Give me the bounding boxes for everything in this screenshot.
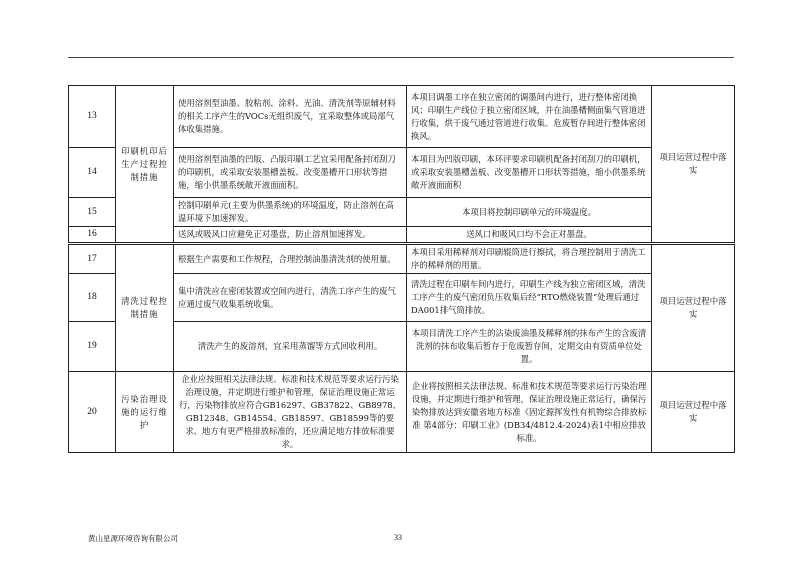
measure-cell: 集中清洗应在密闭装置或空间内进行，清洗工序产生的废气应通过废气收集系统收集。 xyxy=(174,274,407,322)
table-row xyxy=(69,86,735,148)
measure-cell: 使用溶剂型油墨的凹版、凸版印刷工艺宜采用配备封闭刮刀的印刷机，或采取安装墨槽盖板、改变墨槽开口形状等措施，缩小供墨系统敞开液面面积。 xyxy=(174,148,407,198)
measure-cell: 控制印刷单元(主要为供墨系统)的环境温度，防止溶剂在高温环境下加速挥发。 xyxy=(174,198,407,227)
category-cell: 清洗过程控制措施 xyxy=(116,244,174,372)
category-cell: 污染治理设施的运行维护 xyxy=(116,372,174,453)
implementation-cell: 项目运营过程中落实 xyxy=(652,86,735,244)
row-number: 19 xyxy=(69,322,116,372)
row-number: 17 xyxy=(69,244,116,274)
measure-cell: 清洗产生的废溶剂，宜采用蒸馏等方式回收利用。 xyxy=(174,322,407,372)
category-cell: 印刷机印后生产过程控制措施 xyxy=(116,86,174,244)
page-number: 33 xyxy=(394,533,402,542)
project-cell: 企业将按照相关法律法规、标准和技术规范等要求运行污染治理设施，并定期进行维护和管理，保证治理设施正常运行，确保污染物排放达到安徽省地方标准《固定源挥发性有机物综合排放标准 第4部分：印刷工业》(DB34/4812.4-2024)表1中相应排放标准。 xyxy=(407,372,652,453)
measure-cell: 企业应按照相关法律法规、标准和技术规范等要求运行污染治理设施，并定期进行维护和管理，保证治理设施正常运行，污染物排放应符合GB16297、GB37822、GB8978、GB12348、GB14554、GB18597、GB18599等的要求。地方有更严格排放标准的，还应满足地方排放标准要求。 xyxy=(174,372,407,453)
project-cell: 清洗过程在印刷车间内进行，印刷生产线为独立密闭区域，清洗工序产生的废气密闭负压收集后经“RTO燃烧装置”处理后通过DA001排气筒排放。 xyxy=(407,274,652,322)
row-number: 18 xyxy=(69,274,116,322)
requirements-table xyxy=(68,85,735,453)
row-number: 16 xyxy=(69,227,116,244)
row-number: 20 xyxy=(69,372,116,453)
measure-cell: 使用溶剂型油墨、胶粘剂、涂料、光油、清洗剂等原辅材料的相关工序产生的VOCs无组织废气，宜采取整体或局部气体收集措施。 xyxy=(174,86,407,148)
project-cell: 本项目将控制印刷单元的环境温度。 xyxy=(407,198,652,227)
project-cell: 本项目清洗工序产生的沾染废油墨及稀释剂的抹布产生的含废清洗剂的抹布收集后暂存于危废暂存间，定期交由有资质单位处置。 xyxy=(407,322,652,372)
project-cell: 送风口和吸风口均不会正对墨盘。 xyxy=(407,227,652,244)
header-rule xyxy=(68,57,734,58)
project-cell: 本项目调墨工序在独立密闭的调墨间内进行，进行整体密闭换风；印刷生产线位于独立密闭区域，并在油墨槽侧面集气管道进行收集，烘干废气通过管道进行收集。危废暂存间进行整体密闭换风。 xyxy=(407,86,652,148)
table-row xyxy=(69,372,735,453)
measure-cell: 根据生产需要和工作规程，合理控制油墨清洗剂的使用量。 xyxy=(174,244,407,274)
row-number: 13 xyxy=(69,86,116,148)
implementation-cell: 项目运营过程中落实 xyxy=(652,372,735,453)
project-cell: 本项目为凹版印刷，本环评要求印刷机配备封闭刮刀的印刷机，或采取安装墨槽盖板、改变墨槽开口形状等措施，缩小供墨系统敞开液面面积 xyxy=(407,148,652,198)
table-row xyxy=(69,244,735,274)
measure-cell: 送风或吸风口应避免正对墨盘，防止溶剂加速挥发。 xyxy=(174,227,407,244)
row-number: 15 xyxy=(69,198,116,227)
footer-company: 黄山星源环境咨询有限公司 xyxy=(88,534,178,543)
row-number: 14 xyxy=(69,148,116,198)
project-cell: 本项目采用稀释剂对印刷辊筒进行擦拭，将合理控制用于清洗工序的稀释剂的用量。 xyxy=(407,244,652,274)
implementation-cell: 项目运营过程中落实 xyxy=(652,244,735,372)
